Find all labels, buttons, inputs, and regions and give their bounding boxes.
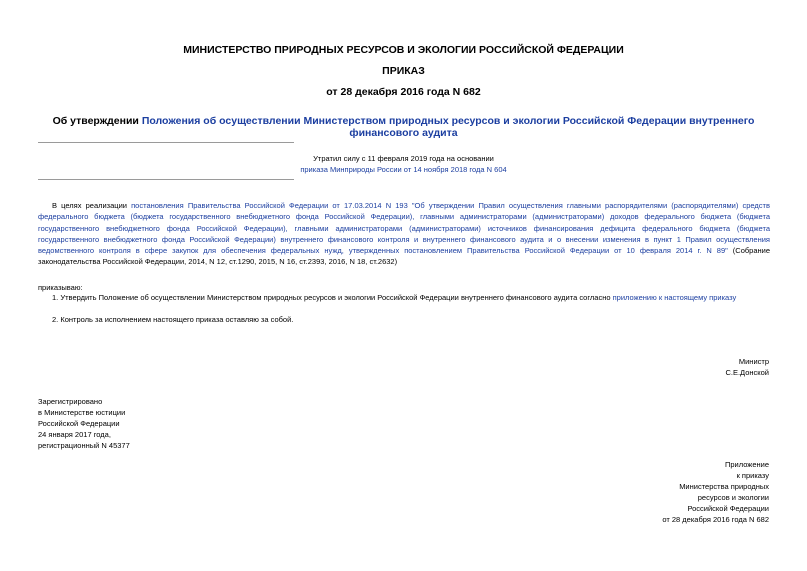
registration-line: Российской Федерации bbox=[38, 419, 120, 428]
appendix-line: от 28 декабря 2016 года N 682 bbox=[662, 515, 769, 524]
ministry-heading: МИНИСТЕРСТВО ПРИРОДНЫХ РЕСУРСОВ И ЭКОЛОГИИ РОССИЙСКОЙ ФЕДЕРАЦИИ bbox=[183, 44, 624, 56]
order-word: приказываю: bbox=[38, 283, 83, 292]
title-prefix: Об утверждении bbox=[52, 115, 142, 127]
document-title bbox=[30, 115, 777, 139]
preamble-text-end: (Собрание законодательства Российской Федерации, 2014, N 12, ст.1290, 2015, N 16, ст.2393, 2016, N 18, ст.2632) bbox=[38, 246, 771, 267]
expiry-note-text: Утратил силу с 11 февраля 2019 года на основании bbox=[313, 154, 494, 163]
appendix-line: Министерства природных bbox=[679, 482, 769, 491]
order-item-2: 2. Контроль за исполнением настоящего приказа оставляю за собой. bbox=[52, 315, 294, 324]
decree-193-link[interactable]: постановления Правительства Российской Федерации от 17.03.2014 N 193 "Об утверждении Правил осуществления главными распорядителями (распорядителями) средств федерального бюджета (бюджета государственного внебюджетного фонда Российской Федерации), главными администраторами (администраторами) доходов федерального бюджета (бюджета государственного внебюджетного фонда Российской Федерации), главными администраторами (администраторами) источников финансирования дефицита федерального бюджета (бюджета государственного внебюджетного фонда Российской Федерации) внутреннего финансового контроля и внутреннего финансового аудита и о внесении изменения в пункт 1 Правил осуществления ведомственного контроля в сфере закупок для обеспечения федеральных нужд, утвержденных постановлением Правительства Российской Федерации от 10 февраля 2014 г. N 89" bbox=[38, 201, 770, 256]
registration-line: Зарегистрировано bbox=[38, 397, 103, 406]
registration-line: регистрационный N 45377 bbox=[38, 441, 130, 450]
document-type: ПРИКАЗ bbox=[382, 65, 425, 77]
expiry-note-link[interactable]: приказа Минприроды России от 14 ноября 2018 года N 604 bbox=[300, 165, 507, 174]
order-item-1-text: 1. Утвердить Положение об осуществлении Министерством природных ресурсов и экологии Российской Федерации внутреннего финансового аудита согласно bbox=[52, 293, 613, 302]
registration-line: 24 января 2017 года, bbox=[38, 430, 111, 439]
divider-top bbox=[38, 142, 294, 143]
preamble-paragraph bbox=[38, 200, 770, 268]
divider-bottom bbox=[38, 179, 294, 180]
preamble-text-start: В целях реализации bbox=[52, 201, 132, 210]
appendix-block bbox=[662, 459, 769, 525]
signature-position: Министр bbox=[738, 357, 769, 366]
appendix-line: ресурсов и экологии bbox=[697, 493, 769, 502]
signature-name: С.Е.Донской bbox=[725, 368, 769, 377]
appendix-line: к приказу bbox=[736, 471, 769, 480]
signature-block bbox=[725, 356, 769, 378]
title-link[interactable]: Положения об осуществлении Министерством природных ресурсов и экологии Российской Федерации внутреннего финансового аудита bbox=[141, 115, 755, 139]
appendix-link[interactable]: приложению к настоящему приказу bbox=[612, 293, 737, 302]
order-item-1 bbox=[52, 293, 736, 302]
appendix-line: Приложение bbox=[725, 460, 769, 469]
registration-block bbox=[38, 396, 130, 451]
document-date: от 28 декабря 2016 года N 682 bbox=[326, 86, 481, 98]
appendix-line: Российской Федерации bbox=[687, 504, 769, 513]
expiry-note bbox=[0, 153, 807, 175]
registration-line: в Министерстве юстиции bbox=[38, 408, 126, 417]
